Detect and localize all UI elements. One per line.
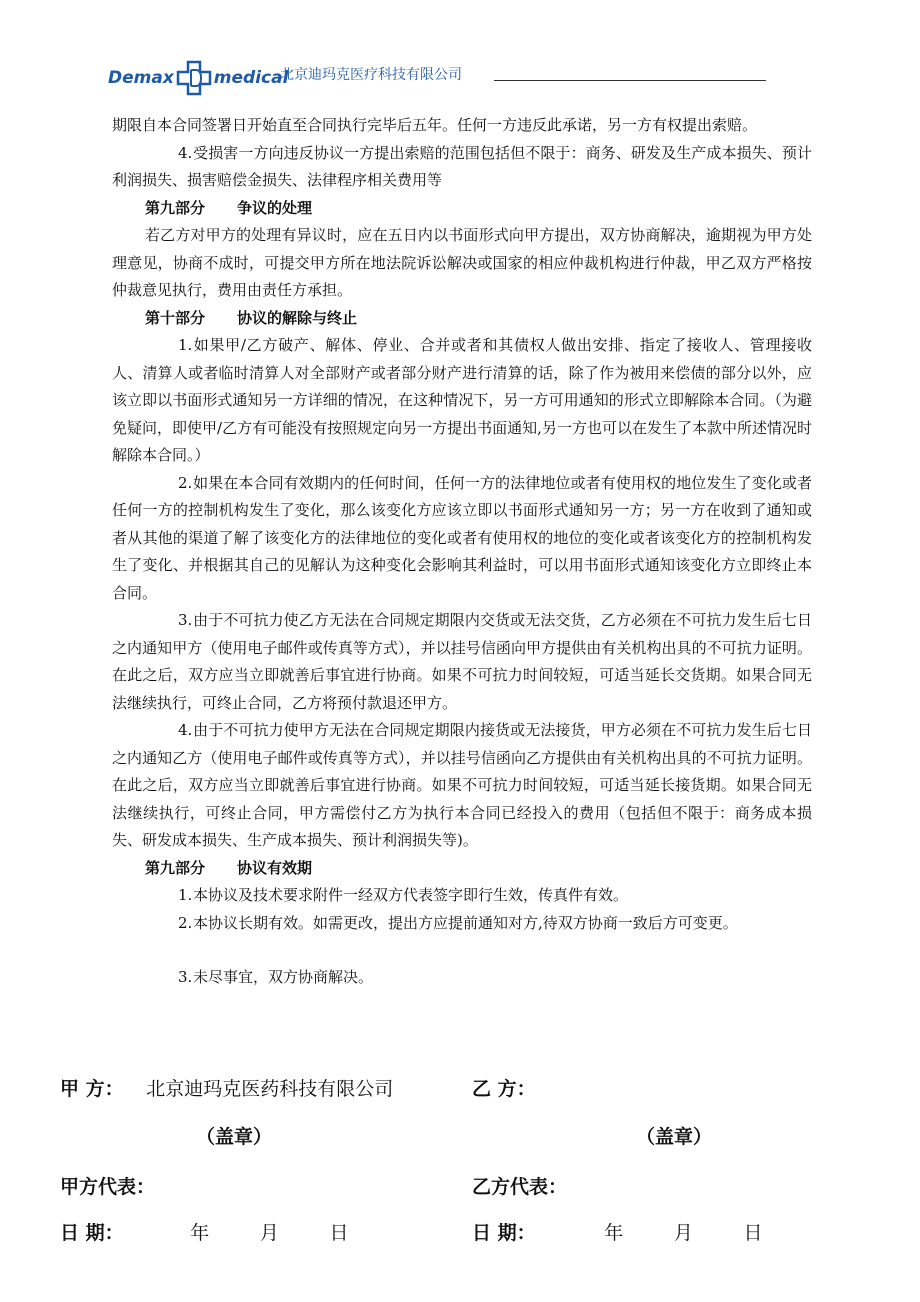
date-b-row (472, 1218, 763, 1245)
date-b-day: 日 (743, 1222, 763, 1244)
item-text: 本协议及技术要求附件一经双方代表签字即行生效，传真件有效。 (193, 886, 629, 904)
item-text: 由于不可抗力使甲方无法在合同规定期限内接货或无法接货，甲方必须在不可抗力发生后七日之内通知乙方（使用电子邮件或传真等方式），并以挂号信函向乙方提供由有关机构出具的不可抗力证明。在此之后，双方应当立即就善后事宜进行协商。如果不可抗力时间较短，可适当延长接货期。如果合同无法继续执行，可终止合同，甲方需偿付乙方为执行本合同已经投入的费用（包括但不限于：商务成本损失、研发成本损失、生产成本损失、预计利润损失等)。 (112, 721, 812, 849)
date-b-label: 日 期： (472, 1222, 536, 1244)
item-number: 1. (178, 336, 193, 354)
date-a-label: 日 期： (60, 1222, 124, 1244)
page-header (108, 56, 768, 100)
item-text: 如果在本合同有效期内的任何时间，任何一方的法律地位或者有使用权的地位发生了变化或者任何一方的控制机构发生了变化，那么该变化方应该立即以书面形式通知另一方；另一方在收到了通知或者从其他的渠道了解了该变化方的法律地位的变化或者有使用权的地位的变化或者该变化方的控制机构发生了变化、并根据其自己的见解认为这种变化会影响其利益时，可以用书面形式通知该变化方立即终止本合同。 (112, 473, 812, 602)
seal-b: （盖章） (636, 1126, 713, 1148)
party-a-row (60, 1074, 393, 1101)
date-b-year: 年 (604, 1222, 624, 1244)
contract-body (112, 112, 812, 992)
numbered-item (112, 470, 812, 608)
item-number: 4. (178, 143, 193, 162)
company-logo (108, 60, 288, 96)
item-text: 未尽事宜，双方协商解决。 (193, 968, 374, 986)
section-heading (112, 305, 812, 333)
numbered-item (112, 607, 812, 717)
section-heading (112, 855, 812, 883)
item-text: 如果甲/乙方破产、解体、停业、合并或者和其债权人做出安排、指定了接收人、管理接收人、清算人或者临时清算人对全部财产或者部分财产进行清算的话，除了作为被用来偿债的部分以外，应该立即以书面形式通知另一方详细的情况，在这种情况下，另一方可用通知的形式立即解除本合同。（为避免疑问，即使甲/乙方有可能没有按照规定向另一方提出书面通知,另一方也可以在发生了本款中所述情况时解除本合同。） (112, 336, 812, 464)
date-a-year: 年 (190, 1222, 210, 1244)
date-a-row (60, 1218, 349, 1245)
date-a-month: 月 (259, 1222, 279, 1244)
medical-cross-icon (176, 60, 212, 96)
seal-a: （盖章） (196, 1126, 273, 1148)
party-b-row (472, 1074, 536, 1101)
item-number: 2. (178, 913, 193, 932)
paragraph: 期限自本合同签署日开始直至合同执行完毕后五年。任何一方违反此承诺，另一方有权提出索赔。 (112, 116, 758, 134)
logo-text-right: medical (213, 68, 289, 88)
party-a-name: 北京迪玛克医药科技有限公司 (146, 1078, 394, 1100)
section-title: 协议有效期 (237, 858, 313, 877)
blank-line (112, 937, 812, 964)
date-b-month: 月 (673, 1222, 693, 1244)
item-number: 3. (178, 968, 193, 986)
item-text: 由于不可抗力使乙方无法在合同规定期限内交货或无法交货，乙方必须在不可抗力发生后七日之内通知甲方（使用电子邮件或传真等方式），并以挂号信函向甲方提供由有关机构出具的不可抗力证明。在此之后，双方应当立即就善后事宜进行协商。如果不可抗力时间较短，可适当延长交货期。如果合同无法继续执行，可终止合同，乙方将预付款退还甲方。 (112, 611, 812, 712)
section-heading (112, 195, 812, 223)
item-text: 本协议长期有效。如需更改，提出方应提前通知对方,待双方协商一致后方可变更。 (193, 913, 738, 932)
date-a-day: 日 (329, 1222, 349, 1244)
party-b-label: 乙 方： (472, 1078, 536, 1100)
numbered-item (112, 882, 812, 910)
paragraph: 若乙方对甲方的处理有异议时，应在五日内以书面形式向甲方提出，双方协商解决，逾期视为甲方处理意见，协商不成时，可提交甲方所在地法院诉讼解决或国家的相应仲裁机构进行仲裁，甲乙双方严格按仲裁意见执行，费用由责任方承担。 (112, 226, 812, 299)
section-title: 争议的处理 (237, 198, 313, 217)
party-a-label: 甲 方： (60, 1078, 124, 1100)
section-part: 第九部分 (145, 198, 206, 217)
item-text: 受损害一方向违反协议一方提出索赔的范围包括但不限于：商务、研发及生产成本损失、预计利润损失、损害赔偿金损失、法律程序相关费用等 (112, 143, 812, 189)
logo-text-left: Demax (108, 68, 174, 88)
header-underline (494, 80, 766, 81)
rep-a-label: 甲方代表： (60, 1176, 156, 1198)
numbered-item (112, 717, 812, 855)
item-number: 2. (178, 473, 193, 492)
section-part: 第十部分 (145, 308, 206, 327)
item-number: 3. (178, 611, 193, 629)
section-part: 第九部分 (145, 858, 206, 877)
numbered-item (112, 140, 812, 195)
section-title: 协议的解除与终止 (237, 308, 358, 327)
item-number: 4. (178, 721, 193, 739)
numbered-item (112, 332, 812, 470)
item-number: 1. (178, 886, 193, 904)
rep-b-label: 乙方代表： (472, 1176, 568, 1198)
header-company-name: 北京迪玛克医疗科技有限公司 (280, 67, 462, 83)
numbered-item (112, 964, 812, 992)
numbered-item (112, 910, 812, 938)
